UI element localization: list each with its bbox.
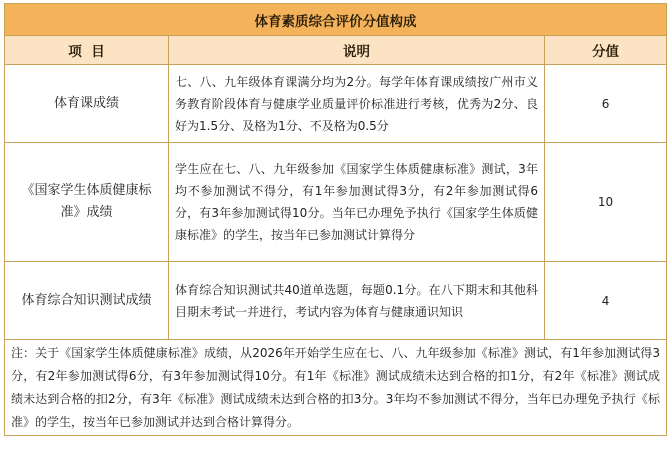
header-score: 分值 (545, 36, 667, 65)
score-composition-table (4, 3, 667, 436)
header-description: 说明 (169, 36, 545, 65)
table-title-row (5, 4, 667, 36)
table-title: 体育素质综合评价分值构成 (5, 4, 667, 36)
row-item: 体育课成绩 (5, 65, 169, 143)
row-score: 10 (545, 143, 667, 262)
row-item: 《国家学生体质健康标准》成绩 (5, 143, 169, 262)
table-row (5, 143, 667, 262)
score-table-wrapper (4, 3, 666, 436)
row-score: 4 (545, 262, 667, 340)
row-description: 体育综合知识测试共40道单选题，每题0.1分。在八下期末和其他科目期末考试一并进行，考试内容为体育与健康通识知识 (169, 262, 545, 340)
row-description: 学生应在七、八、九年级参加《国家学生体质健康标准》测试，3年均不参加测试不得分，有1年参加测试得3分，有2年参加测试得6分，有3年参加测试得10分。当年已办理免予执行《国家学生体质健康标准》的学生，按当年已参加测试计算得分 (169, 143, 545, 262)
row-description: 七、八、九年级体育课满分均为2分。每学年体育课成绩按广州市义务教育阶段体育与健康学业质量评价标准进行考核，优秀为2分、良好为1.5分、及格为1分、不及格为0.5分 (169, 65, 545, 143)
table-note: 注：关于《国家学生体质健康标准》成绩，从2026年开始学生应在七、八、九年级参加《标准》测试，有1年参加测试得3分，有2年参加测试得6分，有3年参加测试得10分。有1年《标准》测试成绩未达到合格的扣1分，有2年《标准》测试成绩未达到合格的扣2分，有3年《标准》测试成绩未达到合格的扣3分。3年均不参加测试不得分，当年已办理免予执行《标准》的学生，按当年已参加测试并达到合格计算得分。 (5, 340, 667, 436)
table-row (5, 262, 667, 340)
header-item: 项 目 (5, 36, 169, 65)
row-item: 体育综合知识测试成绩 (5, 262, 169, 340)
table-note-row (5, 340, 667, 436)
table-header-row (5, 36, 667, 65)
row-score: 6 (545, 65, 667, 143)
table-row (5, 65, 667, 143)
